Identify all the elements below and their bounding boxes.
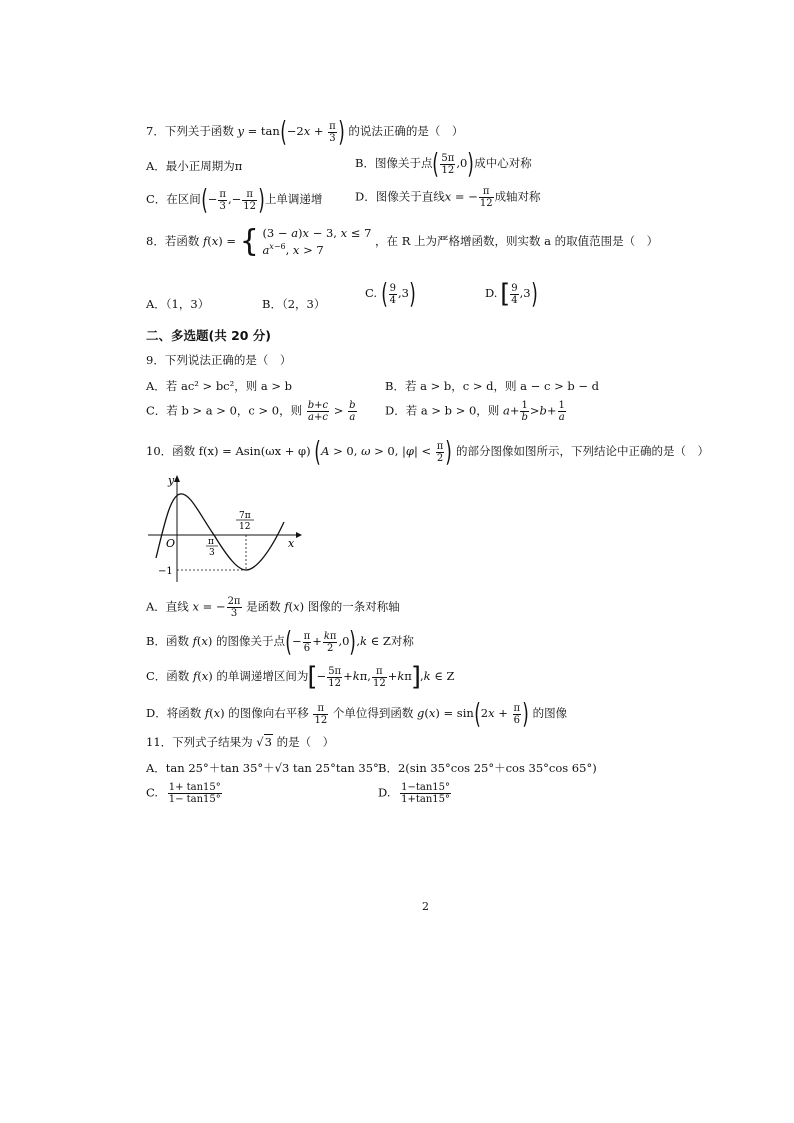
q11-option-d[interactable]: D. $\frac{1-\tan 15^\circ}{1+\tan 15^\circ}$	[378, 782, 451, 805]
q10-stem: 10．函数 f(x) = Asin(ωx + φ) (A > 0, ω > 0, |φ| < $\frac{\pi}{2}$ ) 的部分图像如图所示，下列结论中正确的是（ ）	[146, 435, 709, 468]
sine-graph	[146, 470, 306, 585]
q9-option-b[interactable]: B．若 a > b，c > d，则 a − c > b − d	[385, 379, 600, 393]
y-label: y	[168, 474, 175, 487]
q7-option-c[interactable]: C．在区间(− $\frac{\pi}{3}$ ,− $\frac{\pi}{12}$ )上单调递增	[146, 183, 323, 216]
q11-stem: 11．下列式子结果为 √3 的是（ ）	[146, 735, 335, 749]
q11-option-a[interactable]: A．tan 25°＋tan 35°＋√3 tan 25°tan 35°	[146, 761, 379, 775]
q11-option-b[interactable]: B．2(sin 35°cos 25°＋cos 35°cos 65°)	[378, 761, 597, 775]
q8-option-a[interactable]: A．（1，3）	[146, 297, 210, 311]
tick-pi-over-3-den: 3	[209, 548, 215, 558]
q10-option-d[interactable]: D．将函数 f(x) 的图像向右平移 $\frac{\pi}{12}$ 个单位得到函数 g(x) = sin(2x + $\frac{\pi}{6}$ ) 的图像	[146, 697, 568, 730]
q8-stem: 8．若函数 f(x) = { (3 − a)x − 3, x ≤ 7 $a^{x-6}$, x > 7 ，在 R 上为严格增函数，则实数 a 的取值范围是（ ）	[146, 223, 659, 259]
q7-stem: 7．下列关于函数 y = tan(−2x + $\frac{\pi}{3}$ ) 的说法正确的是（ ）	[146, 115, 464, 148]
q8-option-c[interactable]: C. ( $\frac{9}{4}$ ,3)	[365, 277, 416, 310]
q8-option-b[interactable]: B．（2，3）	[262, 297, 326, 311]
q7-option-d[interactable]: D．图像关于直线x = − $\frac{\pi}{12}$ 成轴对称	[355, 186, 541, 209]
q10-option-c[interactable]: C．函数 f(x) 的单调递增区间为[− $\frac{5\pi}{12}$ +kπ, $\frac{\pi}{12}$ +kπ],k ∈ Z	[146, 662, 455, 692]
q7-option-b[interactable]: B．图像关于点( $\frac{5\pi}{12}$ ,0)成中心对称	[355, 147, 532, 180]
tick-7pi-over-12-den: 12	[239, 522, 251, 532]
section-heading: 二、多选题(共 20 分)	[146, 328, 272, 343]
tick-7pi-over-12-num: 7π	[239, 511, 251, 521]
tick-pi-over-3-num: π	[208, 537, 214, 547]
y-axis-arrow	[174, 475, 180, 482]
q9-option-d[interactable]: D．若 a > b > 0，则 a+ $\frac{1}{b}$ >b+ $\frac{1}{a}$	[385, 400, 565, 423]
q9-option-c[interactable]: C．若 b > a > 0，c > 0，则 $\frac{b+c}{a+c}$ > $\frac{b}{a}$	[146, 400, 356, 423]
x-label: x	[288, 537, 295, 550]
q9-option-a[interactable]: A．若 ac² > bc²，则 a > b	[146, 379, 293, 393]
q11-option-c[interactable]: C. $\frac{1+ \tan 15^\circ}{1- \tan 15^\circ}$	[146, 782, 221, 805]
page-number: 2	[422, 900, 429, 913]
q8-option-d[interactable]: D. [ $\frac{9}{4}$ ,3)	[485, 277, 538, 310]
q10-option-a[interactable]: A．直线 x = − $\frac{2\pi}{3}$ 是函数 f(x) 图像的一条对称轴	[146, 596, 400, 619]
origin-label: O	[166, 537, 176, 550]
q7-option-a[interactable]: A．最小正周期为π	[146, 159, 243, 173]
neg-one-label: −1	[158, 566, 173, 577]
q9-stem: 9．下列说法正确的是（ ）	[146, 353, 292, 367]
x-axis-arrow	[296, 532, 302, 538]
q10-option-b[interactable]: B．函数 f(x) 的图像关于点(− $\frac{\pi}{6}$ + $\frac{k\pi}{2}$ ,0),k ∈ Z对称	[146, 625, 414, 658]
sine-curve	[156, 494, 284, 570]
